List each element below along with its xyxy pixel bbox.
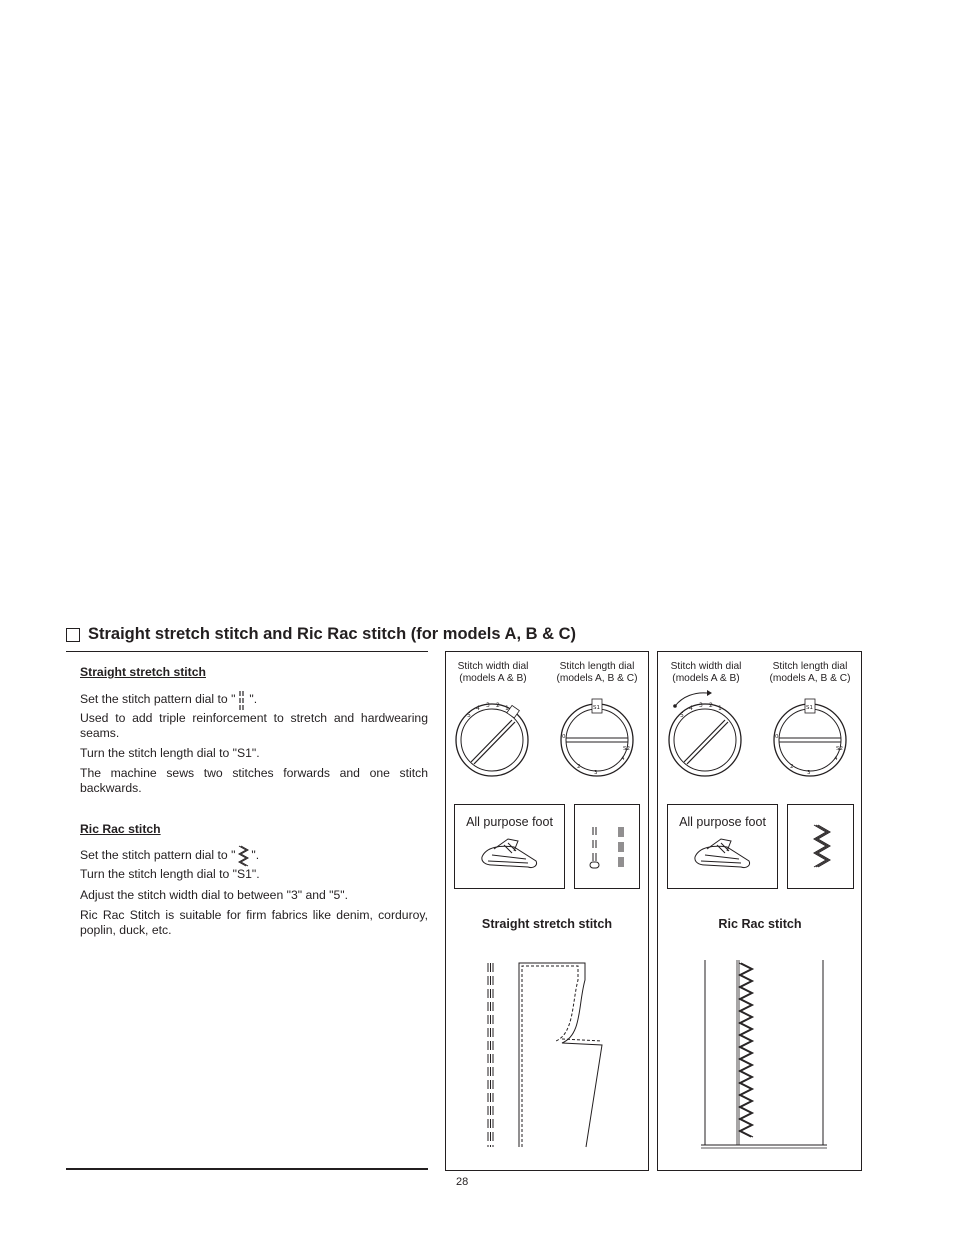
presser-foot-icon-2 <box>691 835 755 875</box>
straight-stretch-step-1-before: Set the stitch pattern dial to " <box>80 692 236 707</box>
straight-stretch-step-2: Used to add triple reinforcement to stretch and hardwearing seams. <box>80 711 428 740</box>
length-dial-label-3: 3 <box>594 770 598 776</box>
ric-rac-step-1-before: Set the stitch pattern dial to " <box>80 848 236 863</box>
width-dial-label-4: 4 <box>476 705 480 712</box>
page-number: 28 <box>456 1176 469 1188</box>
width-dial-label-5: 5 <box>467 712 471 719</box>
straight-stretch-step-1 <box>80 690 428 710</box>
ric-rac-sample-icon <box>788 805 853 888</box>
straight-stretch-step-1-after: ". <box>249 692 258 707</box>
length-dial-2-label-4: 4 <box>834 756 838 762</box>
straight-stretch-step-3: Turn the stitch length dial to "S1". <box>80 746 260 760</box>
length-dial-2-label-2: 2 <box>790 764 794 770</box>
all-purpose-foot-box <box>454 804 565 889</box>
ric-rac-step-2: Turn the stitch length dial to "S1". <box>80 867 260 881</box>
straight-stretch-pattern-icon <box>235 690 249 710</box>
ric-rac-step-3: Adjust the stitch width dial to between "3" and "5". <box>80 888 348 902</box>
length-dial-label-0: 0 <box>562 734 566 740</box>
stitch-width-dial-icon <box>454 700 532 780</box>
all-purpose-foot-box-2 <box>667 804 778 889</box>
width-dial-label-2: 2 <box>496 702 500 709</box>
width-dial-caption-1: Stitch width dial (models A & B) <box>457 661 529 684</box>
all-purpose-foot-label: All purpose foot <box>466 815 553 829</box>
length-dial-label-4: 4 <box>621 756 625 762</box>
width-dial-label-3: 3 <box>486 702 490 709</box>
straight-stretch-subheading: Straight stretch stitch <box>80 665 206 679</box>
straight-stretch-sample-icon <box>575 805 639 888</box>
triple-stitch-column <box>488 963 493 1147</box>
width-dial-caption-2: Stitch width dial (models A & B) <box>670 661 742 684</box>
stitch-length-dial-icon <box>557 698 637 780</box>
ric-rac-pattern-box <box>787 804 854 889</box>
length-dial-2-label-0: 0 <box>775 734 779 740</box>
length-dial-label-2: 2 <box>577 764 581 770</box>
ric-rac-stitch-title: Ric Rac stitch <box>718 917 802 931</box>
length-dial-2-label-3: 3 <box>807 770 811 776</box>
width-dial-label-1: 1 <box>505 705 509 712</box>
straight-stretch-garment-illustration <box>478 955 618 1155</box>
section-heading <box>66 625 577 644</box>
bottom-divider <box>66 1168 428 1170</box>
length-dial-2-label-s1: S1 <box>806 705 813 711</box>
stitch-width-dial-icon-2 <box>665 688 747 780</box>
length-dial-caption-2: Stitch length dial (models A, B & C) <box>769 661 851 684</box>
ric-rac-step-1 <box>80 845 428 867</box>
presser-foot-icon <box>478 835 542 875</box>
width-dial-2-label-1: 1 <box>718 705 722 712</box>
stitch-length-dial-icon-2 <box>770 698 850 780</box>
width-dial-2-label-3: 3 <box>699 702 703 709</box>
length-dial-label-s1: S1 <box>593 705 600 711</box>
page-title: Straight stretch stitch and Ric Rac stitch (for models A, B & C) <box>88 625 577 643</box>
width-dial-2-label-5: 5 <box>680 712 684 719</box>
width-dial-2-label-2: 2 <box>709 702 713 709</box>
heading-checkbox-icon <box>66 628 80 642</box>
straight-stretch-pattern-box <box>574 804 640 889</box>
straight-stretch-step-4: The machine sews two stitches forwards and one stitch backwards. <box>80 766 428 795</box>
length-dial-label-s2: S2 <box>623 746 630 752</box>
ric-rac-pattern-icon <box>235 845 251 867</box>
heading-divider <box>66 651 428 652</box>
width-dial-2-label-4: 4 <box>689 705 693 712</box>
straight-stretch-stitch-title: Straight stretch stitch <box>481 917 613 931</box>
ric-rac-subheading: Ric Rac stitch <box>80 822 161 836</box>
ric-rac-garment-illustration <box>695 955 835 1155</box>
length-dial-caption-1: Stitch length dial (models A, B & C) <box>556 661 638 684</box>
length-dial-2-label-s2: S2 <box>836 746 843 752</box>
all-purpose-foot-label-2: All purpose foot <box>679 815 766 829</box>
ric-rac-step-4: Ric Rac Stitch is suitable for firm fabrics like denim, corduroy, poplin, duck, etc. <box>80 908 428 937</box>
ric-rac-step-1-after: ". <box>251 848 260 863</box>
